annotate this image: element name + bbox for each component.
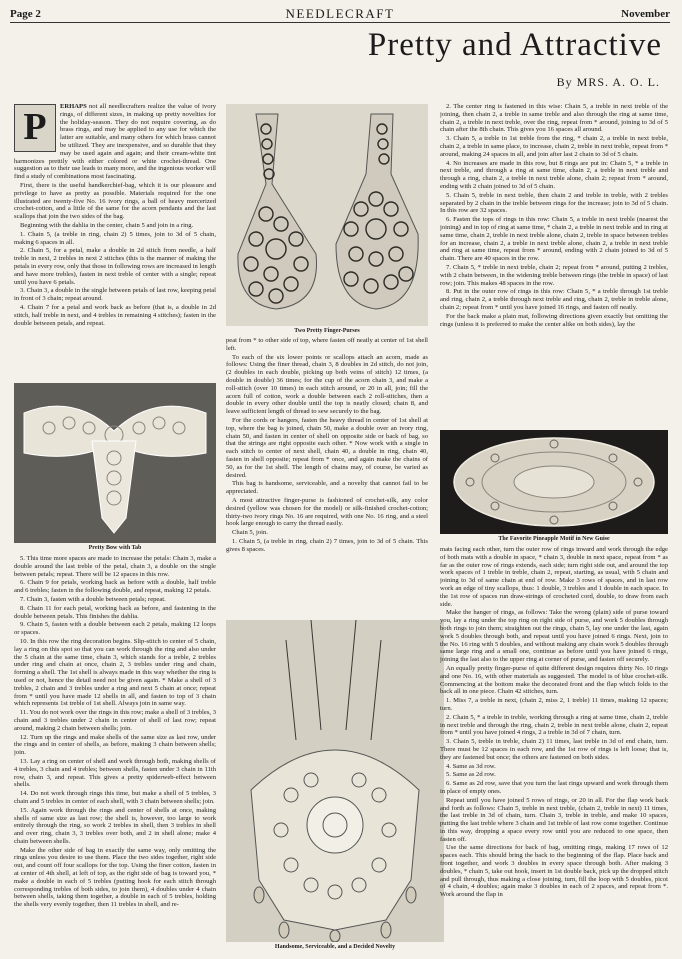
purses-illustration: [226, 104, 428, 326]
paragraph: 9. Chain 5, fasten with a double between each 2 petals, making 12 loops or spaces.: [14, 621, 216, 637]
magazine-name: NEEDLECRAFT: [285, 6, 395, 21]
paragraph: 4. No increases are made in this row, but 8 rings are put in: Chain 5, * a treble in next treble, and through a ring at same time, chain 2, a treble in next treble and through a ring, chain 2, a treble in next treble alone, chain 2; repeat from * around, ending with 2 chain joined to 3d of 5 chain.: [440, 159, 668, 190]
caption-bag: Handsome, Serviceable, and a Decided Novelty: [274, 944, 396, 950]
paragraph: 14. Do not work through rings this time, but make a shell of 5 trebles, 3 chain and 5 trebles in center of each shell, with 3 chain between shells; join.: [14, 790, 216, 805]
figure-motif-photo: [440, 430, 668, 534]
motif-illustration: [440, 430, 668, 534]
paragraph: A most attractive finger-purse is fashioned of crochet-silk, any color desired (yellow was chosen for the model) or silk-finished crochet-cotton; thirty-two ivory rings No. 16 are required, with one No. 16 ring, and a steel hook large enough to carry the thread easily.: [226, 496, 428, 528]
paragraph: 7. Chain 3, fasten with a double between petals; repeat.: [20, 595, 166, 603]
paragraph: 7. Chain 5, * treble in next treble, chain 2; repeat from * around, putting 2 trebles, with 2 chain between, in the widening treble between rings (the treble in space) of last row; join. This makes 48 spaces in the row.: [440, 263, 668, 287]
paragraph-text: not all needlecrafters realize the value of ivory rings, of different sizes, in making up pretty novelties for the holiday-season. They do not require covering, as do brass rings, and may be applied to any use for which the latter are suitable, and many others for which brass cannot be utilized. They are inexpensive, and so durable that they may be used again and again; and their cream-white tint harmonizes prettily with either colored or white crochet-thread. One suggestion as to their use leads to many more, and the ingenious worker will find a study of combinations most fascinating.: [14, 103, 216, 181]
paragraph: 6. Same as 2d row, save that you turn the last rings upward and work through them in place of empty ones.: [440, 780, 668, 795]
header-rule: [10, 22, 670, 23]
column-3-top: [440, 103, 668, 425]
paragraph: This bag is handsome, serviceable, and a novelty that cannot fail to be appreciated.: [226, 480, 428, 496]
paragraph: Use the same directions for back of bag, omitting rings, making 17 rows of 12 spaces each. This should bring the back to the beginning of the flap. Place back and front together, and work 3 doubles in every space through both. After making 3 doubles, * chain 5, take out hook, insert in 1st double back, pick up the dropped stitch and pull through, thus making a close joining, turn, fill the loop with 5 doubles, picot of 4 chain, 4 doubles; again make 3 doubles in each of 2 spaces, and repeat from *. Work around the flap in: [440, 844, 668, 899]
paragraph: For the back make a plain mat, following directions given exactly but omitting the rings (unless it is preferred to make the center alike on both sides), lay the: [440, 312, 668, 328]
paragraph: 2. Chain 5, * a treble in treble, working through a ring at same time, chain 2, treble in next treble and through the ring, chain 2, treble in next treble alone, chain 2, repeat from * until you have joined 4 rings, 2 a treble in 3d of 7 chain, turn.: [440, 713, 668, 737]
paragraph: Repeat until you have joined 5 rows of rings, or 20 in all. For the flap work back and forth as follows: Chain 5, treble in next treble, (chain 2, treble in next) 11 times, the last treble in 3d of chain, turn. Chain 3, treble in treble, and make 10 spaces, putting the last treble where 3 chain and 1st treble of last row come together. Continue in this way, dropping a space every row until you are reduced to one space, then fasten off.: [440, 796, 668, 843]
paragraph: 15. Again work through the rings and center of shells at once, making shells of same size as last row; the shell is, however, too large to work entirely through the ring, so work 2 trebles in shell, then 3 trebles in shell and over ring, chain 3, 3 trebles over both, and 2 in shell alone; make 4 chain between shells.: [14, 806, 216, 845]
article-byline: By MRS. A. O. L.: [556, 75, 660, 89]
drop-cap-lead: ERHAPS: [60, 103, 87, 110]
paragraph: 4. Chain 7 for a petal and work back as before (that is, a double in 2d stitch, half treble in next, and 4 trebles in remaining 4 stitches); fasten in the double between petals, and repeat.: [14, 303, 216, 327]
bow-illustration: [14, 383, 216, 543]
drop-cap-letter: P: [23, 106, 47, 148]
paragraph: Chain 5, join.: [232, 529, 268, 537]
column-2: [226, 337, 428, 617]
paragraph: Make the other side of bag in exactly the same way, only omitting the rings unless you desire to use them. Place the two sides together, right side out, and count off four scallops for the top. Using the finer cotton, fasten in at center of 4th shell, at left of top, as the right side of bag is toward you, * make a double in each of 5 trebles (putting hook for each stitch through corresponding trebles of both sides, to join them), 4 doubles under 4 chain between shells, taking them together, a double in each of 5 trebles, holding the shells very evenly together, then 11 trebles in shell, and re-: [14, 846, 216, 909]
paragraph: Make the hanger of rings, as follows: Take the wrong (plain) side of purse toward you, lay a ring under the top ring on right side of purse, and work 5 doubles through both rings to join them; straighten out the rings, chain 5, lay one under the last, again work 5 doubles through both, and repeat until you have joined 6 rings. Next, join to the No. 16 ring with 5 doubles, and without making any chain work 5 doubles through same large ring and a small one, continue as before until you have joined 6 rings, joining the last also to the upper ring at corner of purse, and fasten off securely.: [440, 609, 668, 664]
paragraph: 11. You do not work over the rings in this row; make a shell of 3 trebles, 3 chain and 3 trebles under 2 chain in center of shell of last row; repeat around, making 2 chain between shells; join.: [14, 709, 216, 732]
figure-purses-photo: [226, 104, 428, 326]
paragraph: 12. Turn up the rings and make shells of the same size as last row, under the rings and in center of shells, as before, making 3 chain between shells; join.: [14, 733, 216, 757]
paragraph: To each of the six lower points or scallops attach an acorn, made as follows: Using the finer thread, chain 3, 8 doubles in 2d stitch, do not join, (2 doubles in each double, picking up both veins of stitch) 12 times, (a double in double) 36 times; for the cup of the acorn chain 3, and make a roll-stitch (over 10 times) in each stitch around, or 20 in all, join; fill the acorn full of cotton, work a double between each 2 roll-stitches, then a double in every other double until the top is neatly closed; chain 8, and leave sufficient length of thread to sew securely to the bag.: [226, 353, 428, 416]
paragraph: For the cords or hangers, fasten the heavy thread in center of 1st shell at top, where the bag is joined, chain 50, make a double over an ivory ring, chain 50, and fasten in center of shell on opposite side or back of bag, so that the strings are right opposite each other. * Now work with a single in each stitch to center of next shell, chain 40, a double in ring, chain 40, fasten in shell opposite; repeat from * once, and again make the chains of 50, as for the 1st shell. The length of chains may, of course, be varied as desired.: [226, 416, 428, 479]
paragraph: An equally pretty finger-purse of quite different design requires thirty No. 10 rings and one No. 16, with other materials as suggested. The model is of blue crochet-silk. Commencing at the bottom make the decorated front and the flap which folds to the back all in one piece. Chain 42 stitches, turn.: [440, 664, 668, 696]
paragraph: 1. Chain 5, (a treble in ring, chain 2) 5 times, join to 3d of 5 chain, making 6 spaces in all.: [14, 230, 216, 246]
paragraph: 6. Chain 9 for petals, working back as before with a double, half treble and 6 trebles; fasten in the following double, and repeat, making 12 petals.: [14, 579, 216, 595]
paragraph: First, there is the useful handkerchief-bag, which it is our pleasure and privilege to have as pretty as possible. Materials required for the one illustrated are twenty-five No. 16 ivory rings, a ball of heavy mercerized crochet-cotton, and a little of the same for the acorn pendants and the last scallops that join the two sides of the bag.: [14, 181, 216, 221]
paragraph: 2. Chain 5, for a petal, make a double in 2d stitch from needle, a half treble in next, 2 trebles in next 2 stitches (this is the manner of making the petals in every row, only that those in following rows are increased in length and have more trebles), fasten in next treble of center with a single; repeat until you have 6 petals.: [14, 247, 216, 286]
column-3-bottom: [440, 546, 668, 953]
paragraph: 5. This time more spaces are made to increase the petals: Chain 3, make a double around the last treble of the petal, chain 3, a double on the single between petals; repeat. There will be 12 spaces in this row.: [14, 555, 216, 578]
paragraph: 3. Chain 5, a treble in 1st treble from the ring, * chain 2, a treble in next treble, chain 2, a treble in same place, to increase, chain 2, treble in next treble, repeat from * around, making 24 spaces in all, and join after last 2 chain to 3d of 5 chain.: [440, 135, 668, 158]
paragraph: 13. Lay a ring on center of shell and work through both, making shells of 4 trebles, 3 chain and 4 trebles; between shells, fasten under 3 chain in 11th row, chain 3, and repeat. This gives a pretty spiderweb-effect between shells.: [14, 757, 216, 789]
paragraph: 4. Same as 3d row.: [446, 762, 496, 770]
drop-cap-ornament: [14, 104, 56, 152]
paragraph: Beginning with the dahlia in the center, chain 5 and join in a ring.: [20, 221, 194, 229]
article-title: Pretty and Attractive: [367, 27, 662, 63]
paragraph: 8. Chain 11 for each petal, working back as before, and fastening in the double between petals. This finishes the dahlia.: [14, 604, 216, 620]
paragraph: 2. The center ring is fastened in this wise: Chain 5, a treble in next treble of the joining, then chain 2, a treble in same treble and also through the ring at same time, chain 2, a treble in next treble, over the ring, repeat from * around, joining to 3d of 5 chain after the 8th chain. This gives you 16 spaces all around.: [440, 103, 668, 134]
column-1-bottom: [14, 555, 216, 953]
figure-bow-photo: [14, 383, 216, 543]
paragraph: 3. Chain 5, treble in treble, chain 2) 11 times, last treble in 3d of end chain, turn. There must be 12 spaces in each row, and the 1st row of rings is left loose; that is, they are fastened but once; the others are fastened on both sides.: [440, 738, 668, 761]
bag-illustration: [226, 620, 444, 942]
paragraph: 1. Chain 5, (a treble in ring, chain 2) 7 times, join to 3d of 5 chain. This gives 8 spaces.: [226, 537, 428, 553]
paragraph: 1. Miss 7, a treble in next, (chain 2, miss 2, 1 treble) 11 times, making 12 spaces; turn.: [440, 697, 668, 712]
paragraph: 6. Fasten the tops of rings in this row: Chain 5, a treble in next treble (nearest the joining) and in top of ring at same time, * chain 2, a treble in next treble and in ring at same time, chain 2, treble in next treble alone, chain 2, treble in space between trebles for an increase, chain 2, a treble in next treble alone, chain 2, a treble in next treble and ring at same time, repeat from * around, ending with 2 chain joined to 3d of 5 chain. There are 40 spaces in the row.: [440, 216, 668, 263]
paragraph: 8. Put in the outer row of rings in this row: Chain 5, * a treble through 1st treble and ring, chain 2, a treble through next treble and ring, chain 2, treble in treble alone, chain 2; repeat from * until you have joined 16 rings, and fasten off neatly.: [440, 288, 668, 311]
column-1-top: [14, 103, 216, 380]
paragraph: 10. In this row the ring decoration begins. Slip-stitch to center of 5 chain, lay a ring on this spot so that you can work through the ring and also under the 5 chain at the same time, chain 3, which stands for a treble, 2 trebles under ring and chain at once, chain 2, 3 trebles under ring and chain, forming a shell. The 1st shell is always made in this way whether the ring is used or not, hence the detail need not be given again. * Make a shell of 3 trebles, 2 chain and 3 trebles under a ring and next 5 chain at once; repeat from * until you have made 12 shells in all, and fasten to top of 3 chain which represents 1st treble of 1st shell. Always join in same way.: [14, 637, 216, 708]
figure-bag-photo: [226, 620, 444, 942]
paragraph: 5. Chain 5, treble in next treble, then chain 2 and treble in treble, with 2 trebles separated by 2 chain in the treble between rings for the increase; join to 3d of 5 chain. In this row are 32 spaces.: [440, 191, 668, 215]
issue-month: November: [621, 8, 670, 20]
caption-motif: The Favorite Pineapple Motif in New Guise: [498, 536, 610, 542]
caption-bow: Pretty Bow with Tab: [88, 545, 142, 551]
paragraph: mats facing each other, turn the outer row of rings inward and work through the edge of both mats with a double in space, * chain 3, double in next space, repeat from * as far as the outer row of rings extends, each side; turn right side out, and around the top work spaces of 1 treble in treble, chain 2, repeat, starting, as usual, with 5 chain and joining to 3d of same chain at end of row. Make 3 rows of spaces, and in last row work an edge of tiny scallops, thus: 1 double, 3 trebles and 1 double in each space. In the 1st row of spaces run draw-strings of crocheted cord, double, to draw from each side.: [440, 546, 668, 608]
paragraph: peat from * to other side of top, where fasten off neatly at center of 1st shell left.: [226, 337, 428, 352]
caption-purses: Two Pretty Finger-Purses: [294, 328, 360, 334]
paragraph: 3. Chain 3, a double in the single between petals of last row, keeping petal in front of 3 chain; repeat around.: [14, 287, 216, 303]
page-number: Page 2: [10, 8, 41, 20]
paragraph: 5. Same as 2d row.: [446, 771, 496, 779]
